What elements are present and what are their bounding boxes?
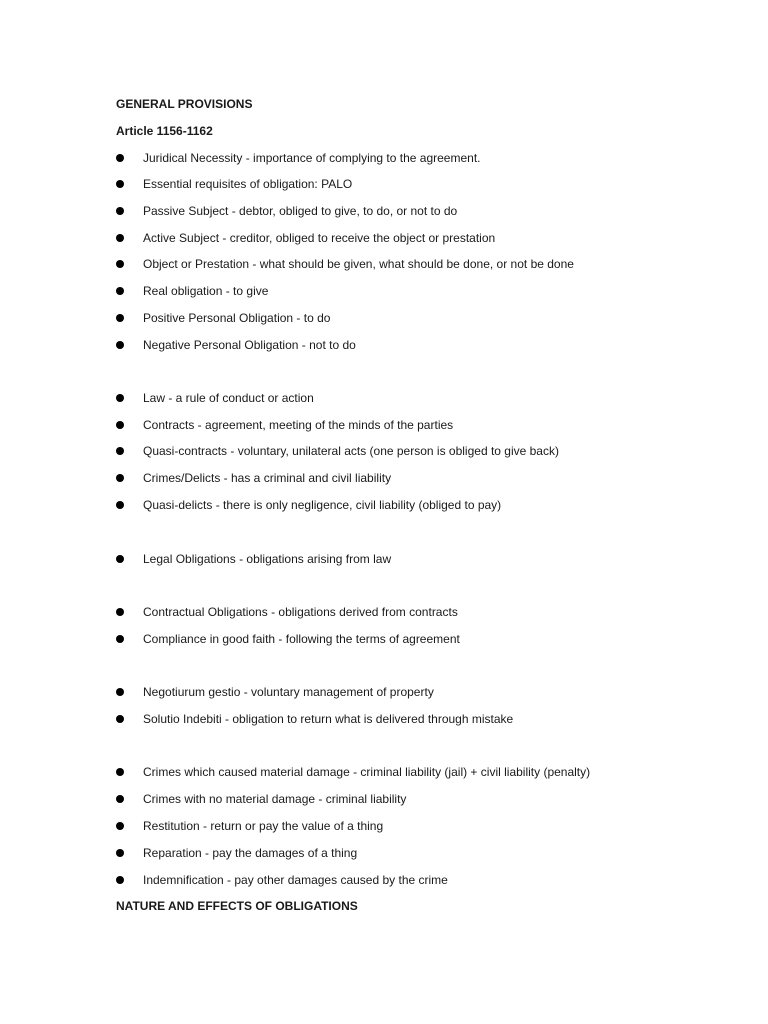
list-item: Negative Personal Obligation - not to do bbox=[116, 337, 124, 353]
list-item: Passive Subject - debtor, obliged to give, to do, or not to do bbox=[116, 203, 124, 219]
list-item: Positive Personal Obligation - to do bbox=[116, 310, 124, 326]
list-item: Contracts - agreement, meeting of the minds of the parties bbox=[116, 417, 124, 433]
bullet-icon bbox=[116, 501, 124, 509]
bullet-icon bbox=[116, 849, 124, 857]
bullet-icon bbox=[116, 154, 124, 162]
bullet-icon bbox=[116, 447, 124, 455]
list-item: Contractual Obligations - obligations derived from contracts bbox=[116, 604, 124, 620]
list-item: Law - a rule of conduct or action bbox=[116, 390, 124, 406]
list-item: Object or Prestation - what should be given, what should be done, or not be done bbox=[116, 256, 124, 272]
bullet-icon bbox=[116, 234, 124, 242]
bullet-icon bbox=[116, 608, 124, 616]
bullet-icon bbox=[116, 207, 124, 215]
list-item: Solutio Indebiti - obligation to return what is delivered through mistake bbox=[116, 711, 124, 727]
list-item: Real obligation - to give bbox=[116, 283, 124, 299]
bullet-icon bbox=[116, 287, 124, 295]
bullet-icon bbox=[116, 314, 124, 322]
list-item: Reparation - pay the damages of a thing bbox=[116, 845, 124, 861]
article-heading: Article 1156-1162 bbox=[116, 124, 213, 138]
section-heading: GENERAL PROVISIONS bbox=[116, 97, 253, 111]
list-item: Quasi-delicts - there is only negligence, civil liability (obliged to pay) bbox=[116, 497, 124, 513]
bullet-icon bbox=[116, 260, 124, 268]
list-item: Quasi-contracts - voluntary, unilateral acts (one person is obliged to give back) bbox=[116, 443, 124, 459]
bullet-icon bbox=[116, 421, 124, 429]
bullet-icon bbox=[116, 688, 124, 696]
bullet-icon bbox=[116, 635, 124, 643]
list-item: Legal Obligations - obligations arising from law bbox=[116, 551, 124, 567]
list-item: Juridical Necessity - importance of complying to the agreement. bbox=[116, 150, 124, 166]
list-item: Active Subject - creditor, obliged to receive the object or prestation bbox=[116, 230, 124, 246]
bullet-icon bbox=[116, 768, 124, 776]
list-item: Crimes/Delicts - has a criminal and civil liability bbox=[116, 470, 124, 486]
section-heading: NATURE AND EFFECTS OF OBLIGATIONS bbox=[116, 899, 358, 913]
bullet-icon bbox=[116, 822, 124, 830]
list-item: Essential requisites of obligation: PALO bbox=[116, 176, 124, 192]
bullet-icon bbox=[116, 474, 124, 482]
bullet-icon bbox=[116, 394, 124, 402]
list-item: Negotiurum gestio - voluntary management of property bbox=[116, 684, 124, 700]
bullet-icon bbox=[116, 715, 124, 723]
list-item: Crimes with no material damage - criminal liability bbox=[116, 791, 124, 807]
list-item: Compliance in good faith - following the terms of agreement bbox=[116, 631, 124, 647]
bullet-icon bbox=[116, 341, 124, 349]
bullet-icon bbox=[116, 876, 124, 884]
list-item: Crimes which caused material damage - criminal liability (jail) + civil liability (penalty) bbox=[116, 764, 124, 780]
list-item: Restitution - return or pay the value of a thing bbox=[116, 818, 124, 834]
bullet-icon bbox=[116, 555, 124, 563]
bullet-icon bbox=[116, 795, 124, 803]
list-item: Indemnification - pay other damages caused by the crime bbox=[116, 872, 124, 888]
bullet-icon bbox=[116, 180, 124, 188]
